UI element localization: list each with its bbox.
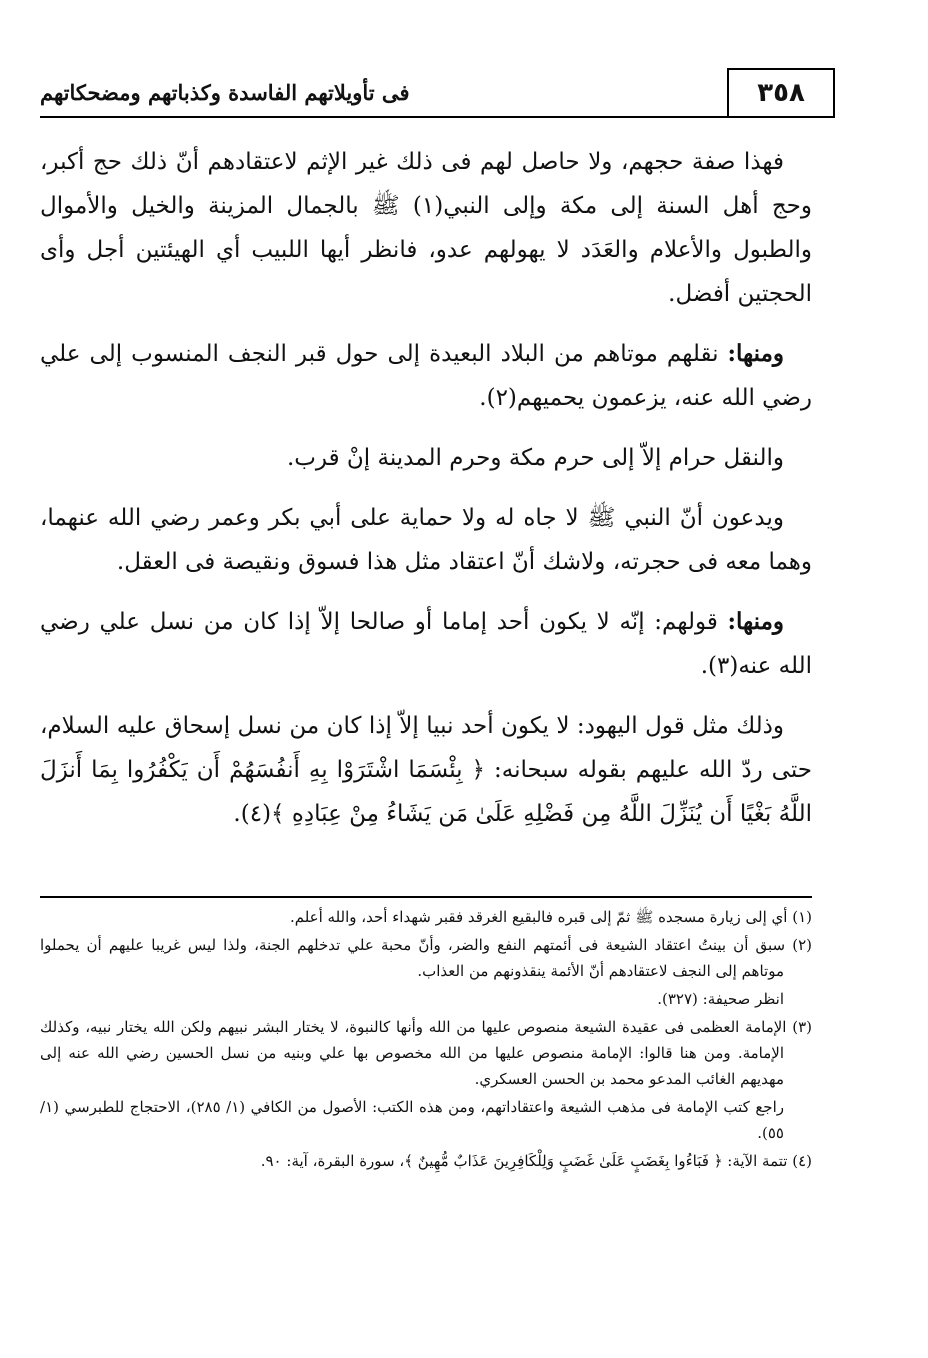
footnote-4: (٤) تتمة الآية: ﴿ فَبَاءُوا بِغَضَبٍ عَلَىٰ غَضَبٍ وَلِلْكَافِرِينَ عَذَابٌ مُّهِينٌ ﴾، سورة البقرة، آية: ٩٠. — [260, 1152, 812, 1170]
footnote-1: (١) أي إلى زيارة مسجده ﷺ ثمّ إلى قبره فالبقيع الغرقد فقبر شهداء أحد، والله أعلم. — [289, 908, 812, 926]
paragraph-2 — [40, 332, 812, 420]
footnote-2-ref: انظر صحيفة: (٣٢٧). — [657, 990, 784, 1008]
footnote-3-ref: راجع كتب الإمامة فى مذهب الشيعة واعتقاداتهم، ومن هذه الكتب: الأصول من الكافي (١/ ٢٨٥)، الاحتجاج للطبرسي (١/ ٥٥). — [40, 1098, 784, 1142]
footnotes — [40, 904, 812, 1176]
running-title: فى تأويلاتهم الفاسدة وكذباتهم ومضحكاتهم — [40, 80, 410, 105]
paragraph-text: نقلهم موتاهم من البلاد البعيدة إلى حول قبر النجف المنسوب إلى علي رضي الله عنه، يزعمون يحميهم(٢). — [40, 341, 812, 411]
paragraph-5 — [40, 600, 812, 688]
footnote-2: (٢) سبق أن بينتُ اعتقاد الشيعة فى أئمتهم النفع والضر، وأنّ محبة علي تدخلهم الجنة، ولذا ليس غريبا عليهم أن يحملوا موتاهم إلى النجف لاعتقادهم أنّ الأئمة ينقذونهم من العذاب. — [40, 936, 812, 980]
footnote-separator — [40, 896, 812, 898]
paragraph-lead: ومنها: — [727, 608, 784, 635]
page-number: ٣٥٨ — [727, 68, 835, 116]
paragraph-4: ويدعون أنّ النبي ﷺ لا جاه له ولا حماية على أبي بكر وعمر رضي الله عنهما، وهما معه فى حجرته، ولاشك أنّ اعتقاد مثل هذا فسوق ونقيصة فى العقل. — [40, 505, 812, 575]
main-text — [40, 140, 812, 852]
paragraph-lead: ومنها: — [727, 340, 784, 367]
paragraph-1: فهذا صفة حجهم، ولا حاصل لهم فى ذلك غير الإثم لاعتقادهم أنّ ذلك حج أكبر، وحج أهل السنة إلى مكة وإلى النبي(١) ﷺ بالجمال المزينة والخيل والأموال والطبول والأعلام والعَدَد لا يهولهم عدو، فانظر أيها اللبيب أي الهيئتين أجل وأى الحجتين أفضل. — [40, 149, 812, 307]
paragraph-6: وذلك مثل قول اليهود: لا يكون أحد نبيا إلاّ إذا كان من نسل إسحاق عليه السلام، حتى ردّ الله عليهم بقوله سبحانه: ﴿ بِئْسَمَا اشْتَرَوْا بِهِ أَنفُسَهُمْ أَن يَكْفُرُوا بِمَا أَنزَلَ اللَّهُ بَغْيًا أَن يُنَزِّلَ اللَّهُ مِن فَضْلِهِ عَلَىٰ مَن يَشَاءُ مِنْ عِبَادِهِ ﴾(٤). — [40, 713, 812, 827]
footnote-3: (٣) الإمامة العظمى فى عقيدة الشيعة منصوص عليها من الله وأنها كالنبوة، لا يختار البشر نبيهم ولكن الله يختار نبيه، وكذلك الإمامة. ومن هنا قالوا: الإمامة منصوص عليها من الله مخصوص بها علي وبنيه من نسل الحسين رضي الله عنه إلى مهديهم الغائب المدعو محمد بن الحسن العسكري. — [40, 1018, 812, 1088]
paragraph-3: والنقل حرام إلاّ إلى حرم مكة وحرم المدينة إنْ قرب. — [286, 445, 784, 471]
paragraph-text: قولهم: إنّه لا يكون أحد إماما أو صالحا إلاّ إذا كان من نسل علي رضي الله عنه(٣). — [40, 609, 812, 679]
page-header — [40, 68, 835, 118]
